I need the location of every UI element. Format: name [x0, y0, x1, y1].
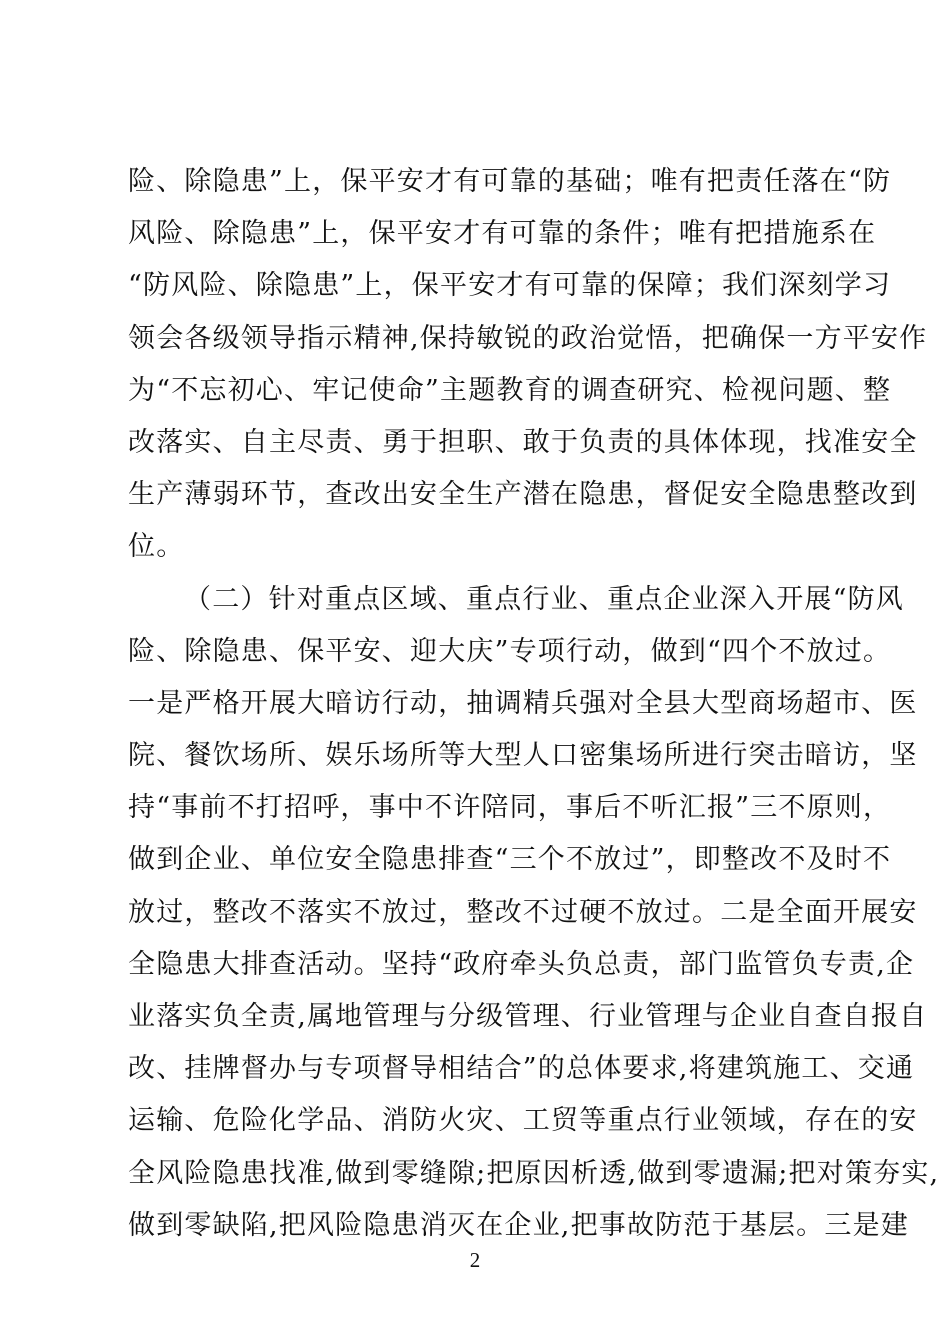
text-line: 放过，整改不落实不放过，整改不过硬不放过。二是全面开展安 — [128, 896, 918, 928]
text-line: 做到零缺陷,把风险隐患消灭在企业,把事故防范于基层。三是建 — [128, 1209, 909, 1241]
text-line: 险、除隐患、保平安、迎大庆”专项行动，做到“四个不放过。 — [128, 635, 892, 667]
text-line: 运输、危险化学品、消防火灾、工贸等重点行业领域，存在的安 — [128, 1105, 918, 1137]
text-line: 院、餐饮场所、娱乐场所等大型人口密集场所进行突击暗访，坚 — [128, 740, 918, 772]
section-heading-line: （二）针对重点区域、重点行业、重点企业深入开展“防风 — [184, 583, 905, 615]
text-line: 为“不忘初心、牢记使命”主题教育的调查研究、检视问题、整 — [128, 374, 892, 406]
text-line: 全风险隐患找准,做到零缝隙;把原因析透,做到零遗漏;把对策夯实, — [128, 1157, 940, 1189]
text-line: 位。 — [128, 531, 185, 563]
text-line: 全隐患大排查活动。坚持“政府牵头负总责，部门监管负专责,企 — [128, 948, 915, 980]
text-line: 持“事前不打招呼，事中不许陪同，事后不听汇报”三不原则， — [128, 792, 892, 824]
document-body — [128, 156, 940, 1252]
text-line: 业落实负全责,属地管理与分级管理、行业管理与企业自查自报自 — [128, 1001, 928, 1032]
text-line: 风险、除隐患”上，保平安才有可靠的条件；唯有把措施系在 — [128, 218, 877, 250]
text-line: 改落实、自主尽责、勇于担职、敢于负责的具体体现，找准安全 — [128, 426, 918, 458]
text-line: 领会各级领导指示精神,保持敏锐的政治觉悟，把确保一方平安作 — [128, 322, 928, 354]
text-line: 生产薄弱环节，查改出安全生产潜在隐患，督促安全隐患整改到 — [128, 479, 918, 511]
text-line: 险、除隐患”上，保平安才有可靠的基础；唯有把责任落在“防 — [128, 166, 892, 197]
page-number: 2 — [469, 1248, 481, 1272]
text-line: 改、挂牌督办与专项督导相结合”的总体要求,将建筑施工、交通 — [128, 1053, 915, 1085]
text-line: 一是严格开展大暗访行动，抽调精兵强对全县大型商场超市、医 — [128, 687, 918, 719]
text-line: 做到企业、单位安全隐患排查“三个不放过”，即整改不及时不 — [128, 844, 892, 876]
text-line: “防风险、除隐患”上，保平安才有可靠的保障；我们深刻学习 — [128, 270, 892, 302]
